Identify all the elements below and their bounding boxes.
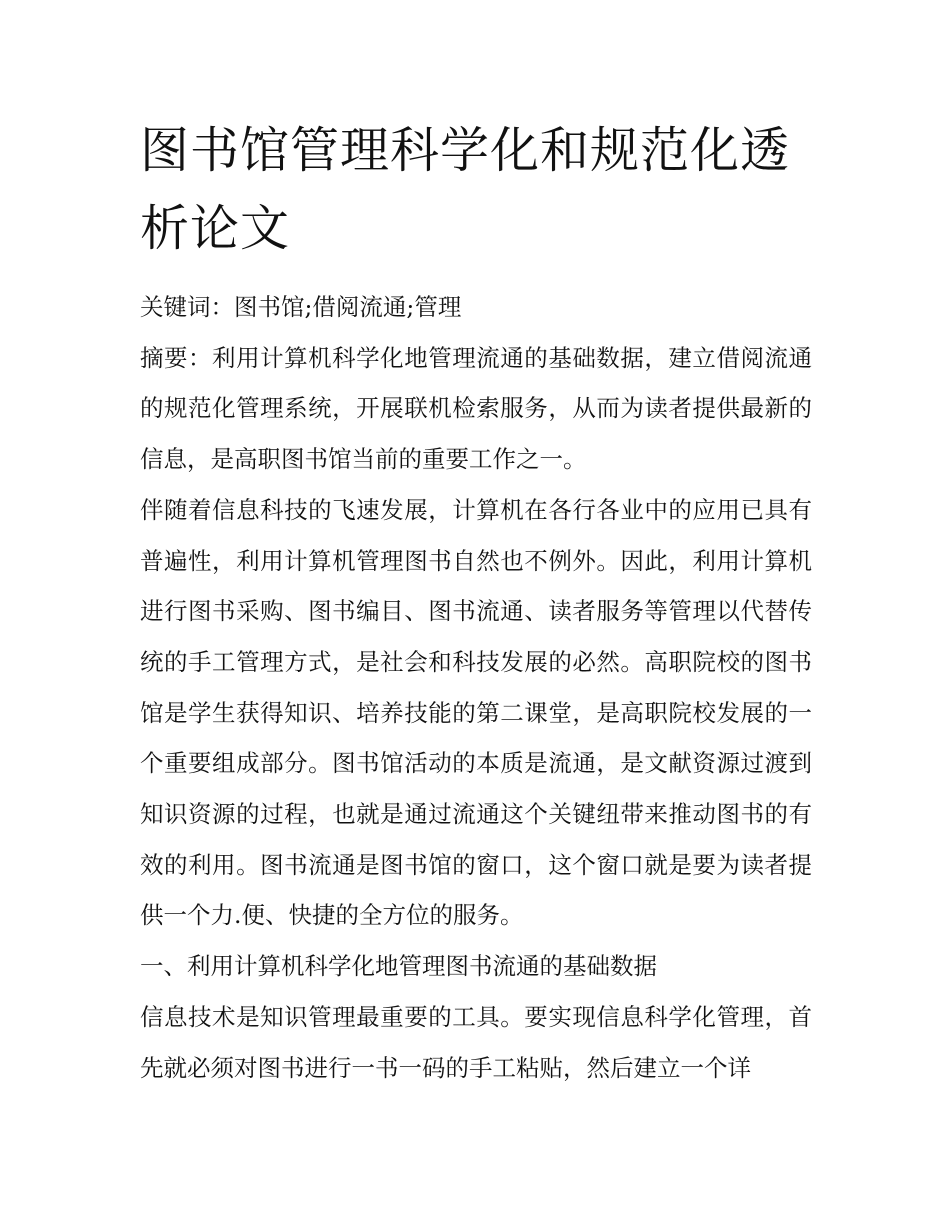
section-paragraph: 信息技术是知识管理最重要的工具。要实现信息科学化管理，首先就必须对图书进行一书一码的手工粘贴，然后建立一个详 [140, 1002, 812, 1082]
keywords-line: 关键词：图书馆;借阅流通;管理 [140, 293, 462, 321]
abstract-paragraph: 摘要：利用计算机科学化地管理流通的基础数据，建立借阅流通的规范化管理系统，开展联机检索服务，从而为读者提供最新的信息，是高职图书馆当前的重要工作之一。 [140, 343, 812, 474]
document-page [140, 112, 812, 1093]
section-heading: 一、利用计算机科学化地管理图书流通的基础数据 [140, 952, 657, 981]
intro-paragraph: 伴随着信息科技的飞速发展，计算机在各行各业中的应用已具有普遍性，利用计算机管理图书自然也不例外。因此，利用计算机进行图书采购、图书编目、图书流通、读者服务等管理以代替传统的手工管理方式，是社会和科技发展的必然。高职院校的图书馆是学生获得知识、培养技能的第二课堂，是高职院校发展的一个重要组成部分。图书馆活动的本质是流通，是文献资源过渡到知识资源的过程，也就是通过流通这个关键纽带来推动图书的有效的利用。图书流通是图书馆的窗口，这个窗口就是要为读者提供一个力.便、快捷的全方位的服务。 [140, 495, 812, 930]
document-title: 图书馆管理科学化和规范化透析论文 [140, 122, 791, 257]
